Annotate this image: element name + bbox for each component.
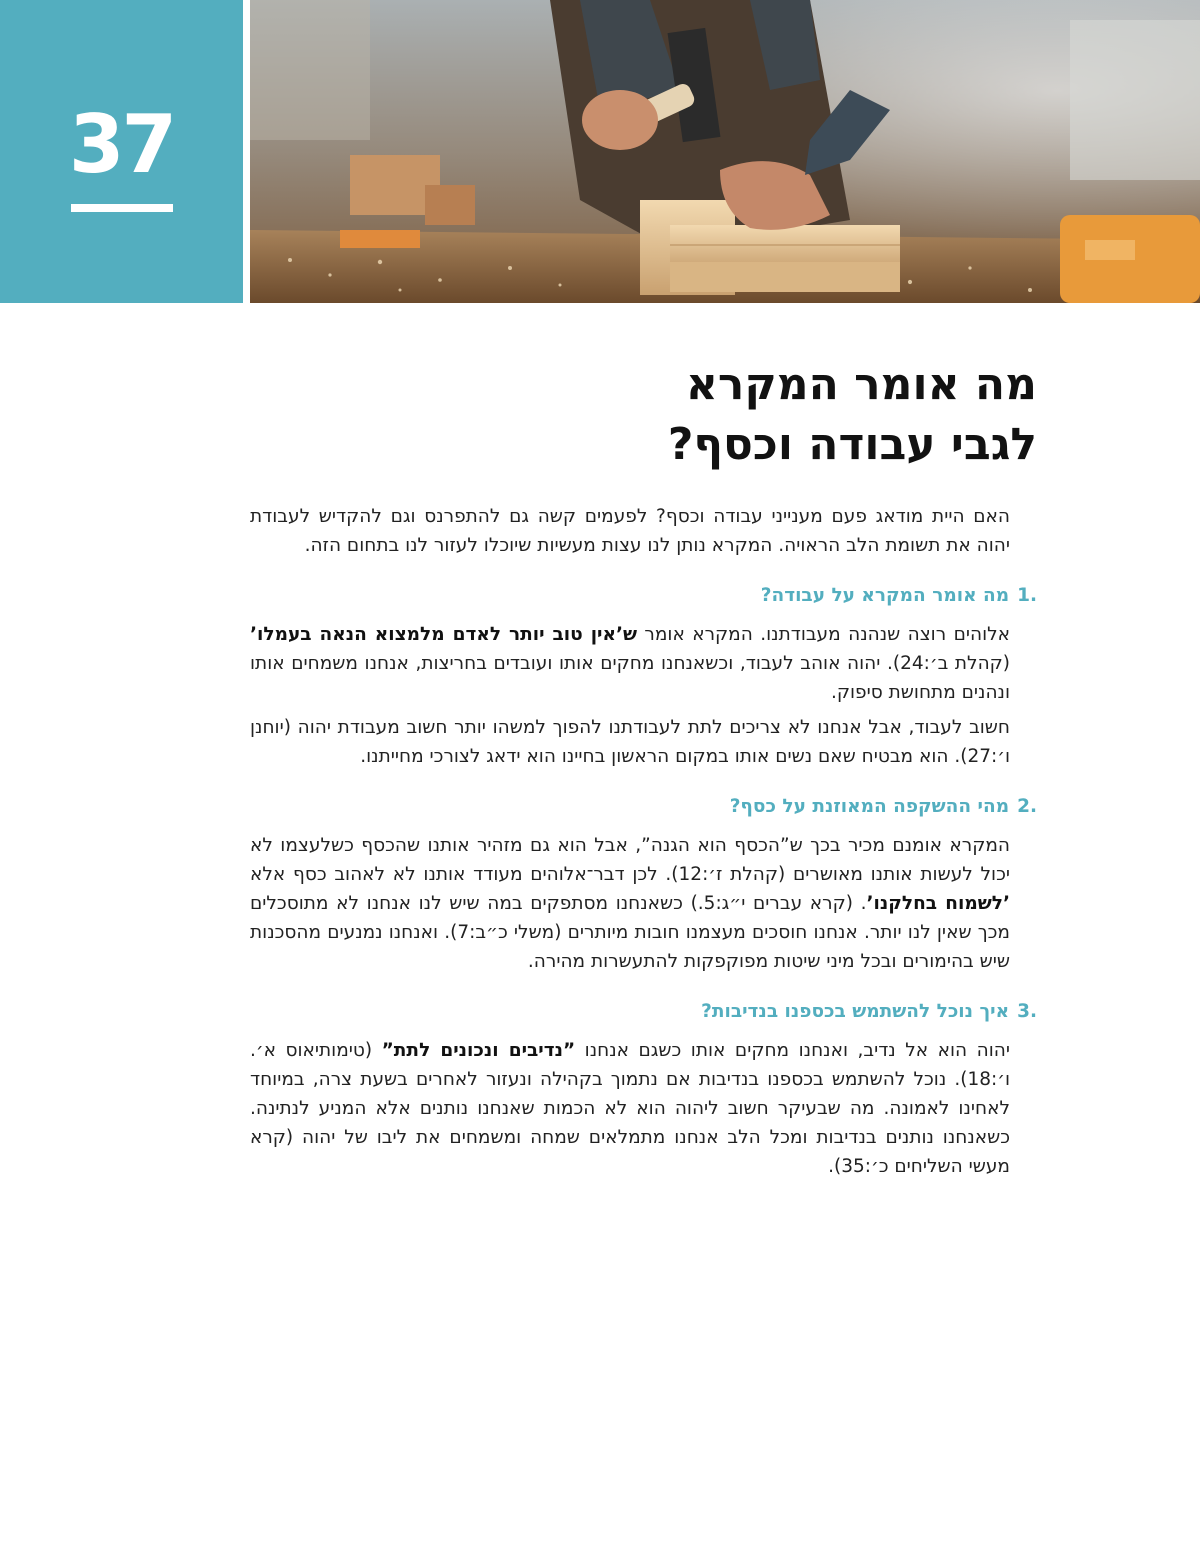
section-1-heading xyxy=(250,582,1037,610)
article xyxy=(250,355,1037,1181)
section-1-p1-quote: ש’אין טוב יותר לאדם מלמצוא הנאה בעמלו’ xyxy=(250,624,638,645)
section-2-p1-text-c: . (קרא עברים י״ג:5.) כשאנחנו מסתפקים במה שיש לנו אנחנו לא מתוסכלים מכך שאין לנו יותר. אנחנו חוסכים מעצמנו חובות מיותרים (משלי כ״ב:7). ואנחנו נמנעים מהסכנות שיש בהימורים ובכל מיני שיטות מפוקפקות להתעשרות מהירה. xyxy=(250,893,1010,972)
section-3 xyxy=(250,998,1037,1181)
section-1-p1-text-c: (קהלת ב׳:24). יהוה אוהב לעבוד, וכשאנחנו מחקים אותו ועובדים בחריצות, אנחנו משמחים אותו ונהנים מתחושת סיפוק. xyxy=(250,653,1010,703)
lesson-number: 37 xyxy=(68,98,175,191)
section-2-paragraph-1 xyxy=(250,831,1010,976)
section-2 xyxy=(250,793,1037,976)
section-3-p1-text-c: (טימותיאוס א׳. ו׳:18). נוכל להשתמש בכספנו בנדיבות אם נתמוך בקהילה ונעזור לאחרים בשעת צרה, במיוחד לאחינו לאמונה. מה שבעיקר חשוב ליהוה הוא לא הכמות שאנחנו נותנים אלא המניע לנתינה. כשאנחנו נותנים בנדיבות ומכל הלב אנחנו מתמלאים שמחה ומשמחים את ליבו של יהוה (קרא מעשי השליחים כ׳:35). xyxy=(250,1040,1010,1177)
page-title-line-1: מה אומר המקרא xyxy=(685,359,1037,410)
section-1-paragraph-2: חשוב לעבוד, אבל אנחנו לא צריכים לתת לעבודתנו להפוך למשהו יותר חשוב מעבודת יהוה (יוחנן ו׳:27). הוא מבטיח שאם נשים אותו במקום הראשון בחיינו הוא ידאג לצורכי מחייתנו. xyxy=(250,717,1010,767)
section-1-title: מה אומר המקרא על עבודה? xyxy=(760,585,1010,606)
section-2-number: 2. xyxy=(1017,796,1037,817)
section-2-p1-quote: ’לשמוח בחלקנו’ xyxy=(866,893,1010,914)
section-3-paragraph-1 xyxy=(250,1036,1010,1181)
section-3-number: 3. xyxy=(1017,1001,1037,1022)
section-3-title: איך נוכל להשתמש בכספנו בנדיבות? xyxy=(701,1001,1010,1022)
section-1-body xyxy=(250,620,1010,771)
section-1 xyxy=(250,582,1037,771)
page-title-line-2: לגבי עבודה וכסף? xyxy=(667,419,1037,470)
section-3-body xyxy=(250,1036,1010,1181)
hero-image xyxy=(250,0,1200,303)
intro-paragraph: האם היית מודאג פעם מענייני עבודה וכסף? לפעמים קשה גם להתפרנס וגם להקדיש לעבודת יהוה את תשומת הלב הראויה. המקרא נותן לנו עצות מעשיות שיוכלו לעזור לנו בתחום הזה. xyxy=(250,506,1010,556)
section-2-body xyxy=(250,831,1010,976)
carpenter-hammering-photo-icon xyxy=(250,0,1200,303)
lesson-number-box xyxy=(0,0,243,303)
section-3-p1-quote: ”נדיבים ונכונים לתת” xyxy=(381,1040,576,1061)
section-2-heading xyxy=(250,793,1037,821)
section-1-p1-text-a: אלוהים רוצה שנהנה מעבודתנו. המקרא אומר xyxy=(637,624,1010,645)
section-1-paragraph-1 xyxy=(250,620,1010,707)
section-1-number: 1. xyxy=(1017,585,1037,606)
section-3-heading xyxy=(250,998,1037,1026)
section-2-p1-text-a: המקרא אומנם מכיר בכך ש”הכסף הוא הגנה”, אבל הוא גם מזהיר אותנו שהכסף כשלעצמו לא יכול לעשות אותנו מאושרים (קהלת ז׳:12). לכן דבר־אלוהים מעודד אותנו לא לאהוב כסף אלא xyxy=(250,835,1010,885)
lesson-number-underline xyxy=(71,204,173,212)
section-3-p1-text-a: יהוה הוא אל נדיב, ואנחנו מחקים אותו כשגם אנחנו xyxy=(575,1040,1010,1061)
page-title xyxy=(250,355,1037,475)
section-2-title: מהי ההשקפה המאוזנת על כסף? xyxy=(729,796,1010,817)
